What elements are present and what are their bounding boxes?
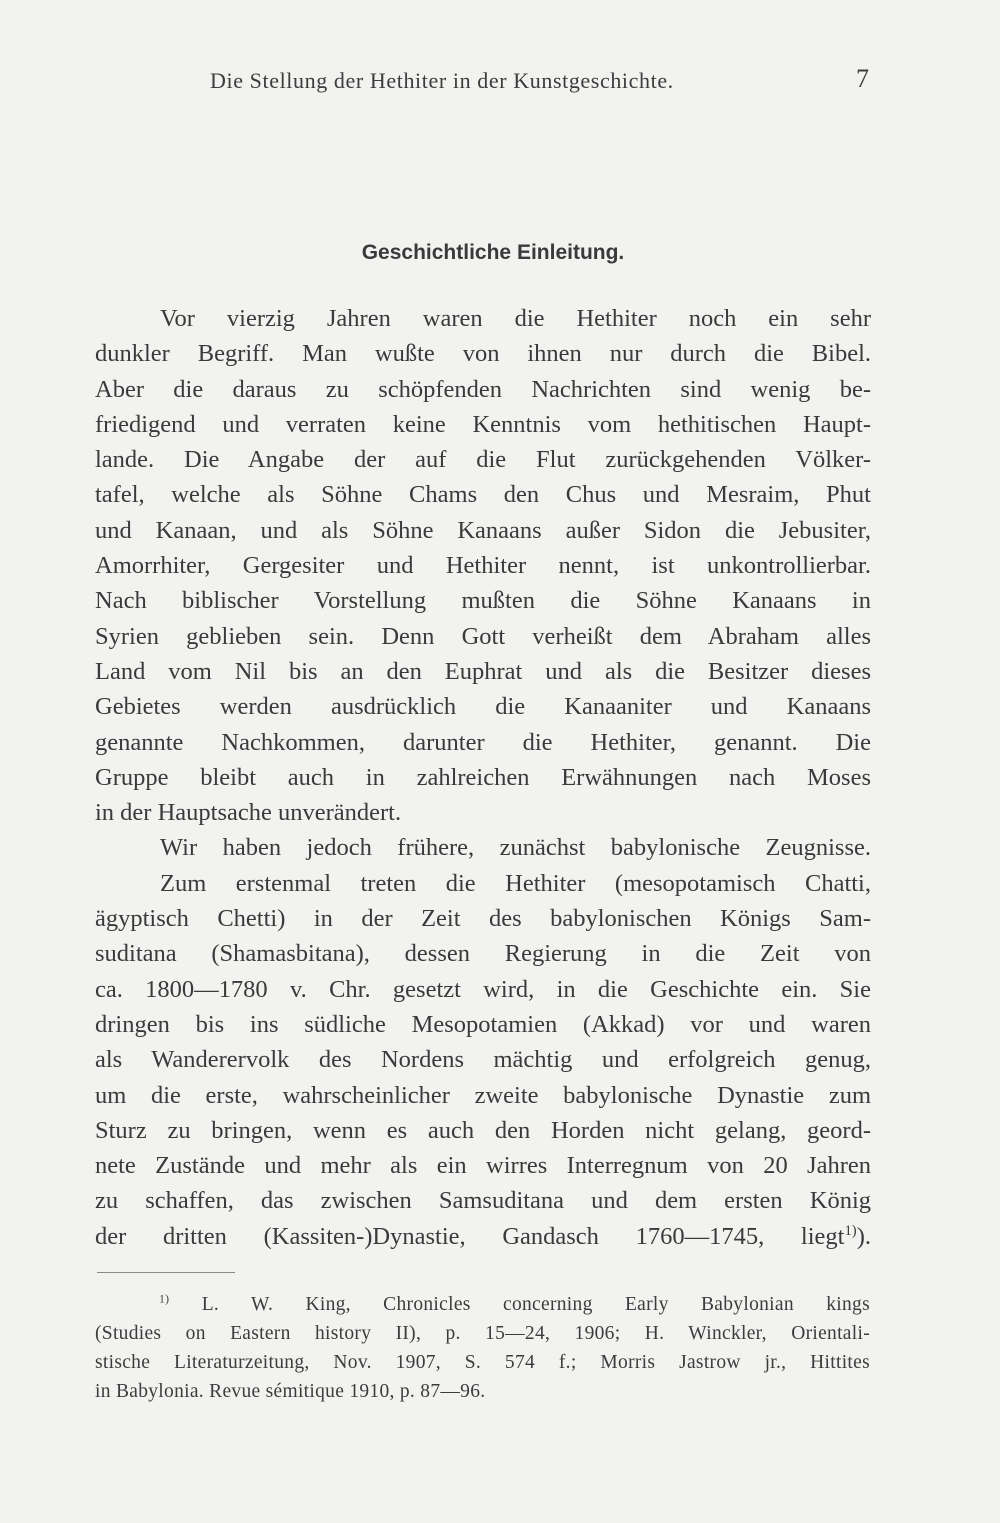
body-line: Sturz zu bringen, wenn es auch den Horden nicht gelang, geord- bbox=[95, 1116, 871, 1144]
footnote-divider bbox=[97, 1272, 235, 1273]
body-line: ägyptisch Chetti) in der Zeit des babylonischen Königs Sam- bbox=[95, 905, 871, 933]
body-line: Vor vierzig Jahren waren die Hethiter noch ein sehr bbox=[160, 305, 871, 332]
footnote-line: in Babylonia. Revue sémitique 1910, p. 87—96. bbox=[95, 1381, 486, 1402]
body-line: Land vom Nil bis an den Euphrat und als die Besitzer dieses bbox=[95, 657, 871, 685]
body-line: Nach biblischer Vorstellung mußten die Söhne Kanaans in bbox=[95, 587, 871, 615]
body-line: Gruppe bleibt auch in zahlreichen Erwähnungen nach Moses bbox=[95, 763, 871, 791]
footnote-line: (Studies on Eastern history II), p. 15—24, 1906; H. Winckler, Orientali- bbox=[95, 1323, 870, 1344]
section-heading-text: Geschichtliche Einleitung. bbox=[361, 241, 625, 264]
body-line: Aber die daraus zu schöpfenden Nachrichten sind wenig be- bbox=[95, 375, 871, 403]
footnote-reference[interactable]: 1) bbox=[844, 1222, 857, 1239]
footnotes bbox=[95, 1290, 870, 1406]
body-line: zu schaffen, das zwischen Samsuditana und dem ersten König bbox=[95, 1187, 871, 1215]
body-text bbox=[95, 301, 871, 1254]
body-line: als Wanderervolk des Nordens mächtig und erfolgreich genug, bbox=[95, 1046, 871, 1074]
body-line: nete Zustände und mehr als ein wirres Interregnum von 20 Jahren bbox=[95, 1152, 871, 1180]
body-line: ca. 1800—1780 v. Chr. gesetzt wird, in die Geschichte ein. Sie bbox=[95, 975, 871, 1003]
footnote-line: stische Literaturzeitung, Nov. 1907, S. 574 f.; Morris Jastrow jr., Hittites bbox=[95, 1352, 870, 1373]
body-line: friedigend und verraten keine Kenntnis vom hethitischen Haupt- bbox=[95, 410, 871, 438]
page-number: 7 bbox=[856, 64, 869, 93]
footnote-marker: 1) bbox=[159, 1292, 170, 1306]
body-line: Zum erstenmal treten die Hethiter (mesopotamisch Chatti, bbox=[160, 869, 871, 897]
body-line: und Kanaan, und als Söhne Kanaans außer Sidon die Jebusiter, bbox=[95, 516, 871, 544]
body-line: tafel, welche als Söhne Chams den Chus und Mesraim, Phut bbox=[95, 481, 871, 509]
footnote-text: L. W. King, Chronicles concerning Early Babylonian kings bbox=[201, 1294, 870, 1315]
body-line: Syrien geblieben sein. Denn Gott verheißt dem Abraham alles bbox=[95, 622, 871, 650]
footnote-line bbox=[95, 1290, 870, 1319]
body-line: Gebietes werden ausdrücklich die Kanaaniter und Kanaans bbox=[95, 693, 871, 721]
body-line: genannte Nachkommen, darunter die Hethiter, genannt. Die bbox=[95, 728, 871, 756]
body-line: Amorrhiter, Gergesiter und Hethiter nennt, ist unkontrollierbar. bbox=[95, 552, 871, 580]
running-title: Die Stellung der Hethiter in der Kunstgeschichte. bbox=[210, 68, 674, 93]
body-line: um die erste, wahrscheinlicher zweite babylonische Dynastie zum bbox=[95, 1081, 871, 1109]
body-line: lande. Die Angabe der auf die Flut zurückgehenden Völker- bbox=[95, 446, 871, 474]
body-line-text: der dritten (Kassiten-)Dynastie, Gandasch 1760—1745, liegt bbox=[95, 1222, 845, 1250]
section-heading bbox=[0, 241, 1000, 265]
body-line: dunkler Begriff. Man wußte von ihnen nur durch die Bibel. bbox=[95, 340, 871, 368]
body-line: dringen bis ins südliche Mesopotamien (Akkad) vor und waren bbox=[95, 1010, 871, 1038]
body-line: Wir haben jedoch frühere, zunächst babylonische Zeugnisse. bbox=[160, 834, 871, 862]
body-line-final bbox=[95, 1219, 871, 1254]
body-line: suditana (Shamasbitana), dessen Regierung in die Zeit von bbox=[95, 940, 871, 968]
body-line: in der Hauptsache unverändert. bbox=[95, 799, 402, 827]
body-line-end: ). bbox=[856, 1222, 871, 1250]
